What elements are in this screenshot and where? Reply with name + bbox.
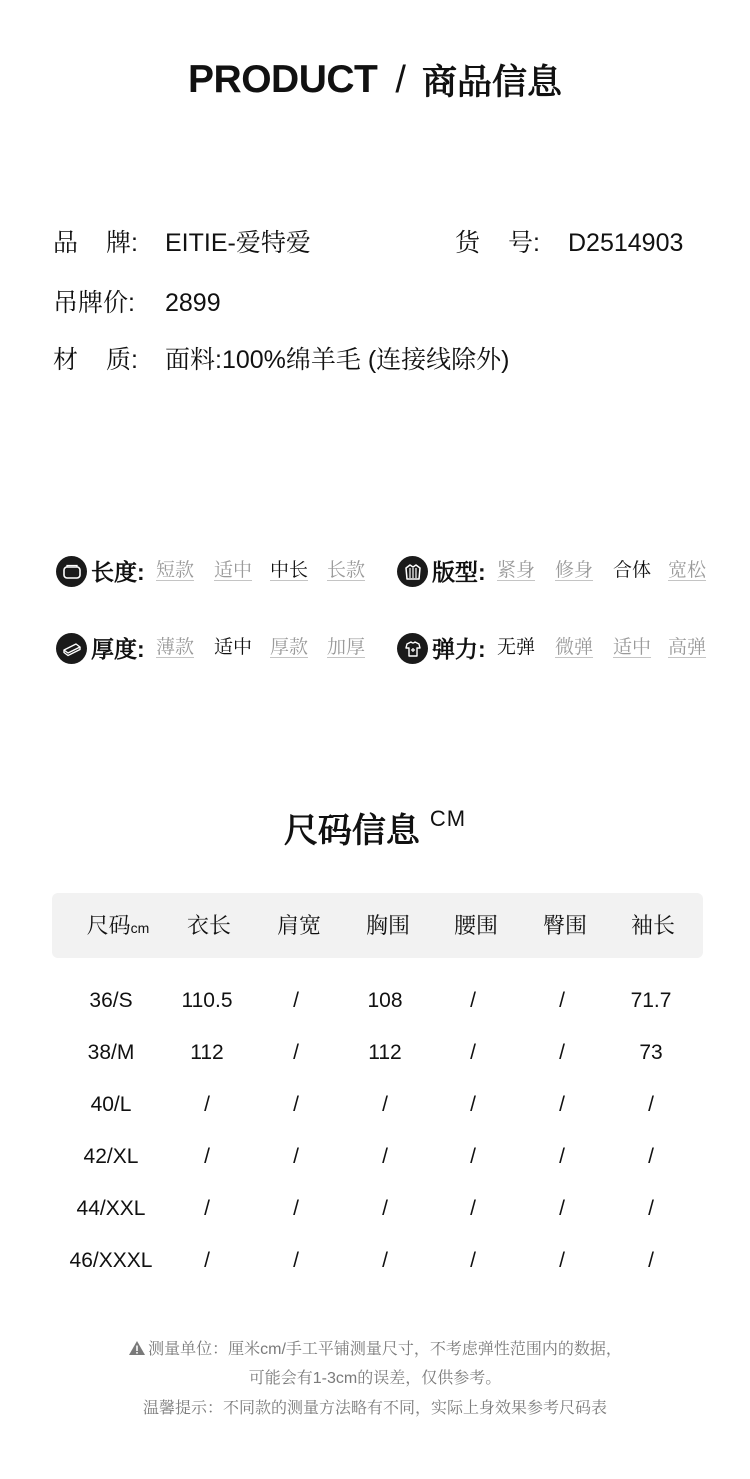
size-cell: / — [559, 1145, 565, 1168]
size-cell: / — [559, 1041, 565, 1064]
attr-elasticity — [397, 632, 717, 666]
attr-thickness-title: 厚度: — [91, 636, 145, 662]
size-cell: / — [470, 989, 476, 1012]
price-value: 2899 — [165, 289, 221, 317]
size-cell: / — [470, 1197, 476, 1220]
size-cell: 108 — [367, 989, 403, 1012]
size-cell: / — [559, 1093, 565, 1116]
attr-fit-title: 版型: — [432, 559, 486, 585]
size-cell: / — [382, 1145, 388, 1168]
material-label: 材 质: — [53, 346, 138, 374]
size-cell: / — [293, 989, 299, 1012]
attr-fit — [397, 555, 717, 589]
size-header-shoulder: 肩宽 — [276, 913, 322, 938]
fit-option-tight: 紧身 — [497, 560, 536, 581]
size-cell: / — [293, 1041, 299, 1064]
size-cell: / — [648, 1093, 654, 1116]
shirt-stretch-icon — [397, 633, 428, 664]
page-header — [0, 55, 750, 115]
material-value: 面料:100%绵羊毛 (连接线除外) — [165, 346, 510, 374]
size-header-waist: 腰围 — [453, 913, 499, 938]
size-header-sleeve: 袖长 — [630, 913, 676, 938]
elasticity-option-slight: 微弹 — [555, 637, 594, 658]
thickness-option-medium: 适中 — [214, 637, 253, 658]
size-header-chest: 胸围 — [365, 913, 411, 938]
body-fit-icon — [397, 556, 428, 587]
fit-option-loose: 宽松 — [668, 560, 707, 581]
price-label: 吊牌价: — [53, 289, 135, 317]
note-line-2: 可能会有1-3cm的误差，仅供参考。 — [248, 1370, 502, 1387]
header-separator: / — [395, 58, 406, 101]
size-row-label: 46/XXXL — [69, 1249, 153, 1272]
header-title-en: PRODUCT — [188, 58, 378, 101]
warning-icon — [128, 1340, 146, 1361]
fabric-layers-icon — [56, 633, 87, 664]
size-cell: / — [382, 1093, 388, 1116]
length-option-long: 长款 — [327, 560, 366, 581]
size-cell: 73 — [639, 1041, 663, 1064]
size-cell: 110.5 — [181, 989, 233, 1012]
size-title-unit: CM — [429, 805, 467, 831]
size-cell: / — [293, 1145, 299, 1168]
size-cell: / — [293, 1197, 299, 1220]
size-cell: / — [470, 1249, 476, 1272]
size-row-label: 38/M — [87, 1041, 135, 1064]
size-section-title — [0, 803, 750, 852]
size-cell: / — [382, 1249, 388, 1272]
item-number-label: 货 号: — [455, 229, 540, 257]
thickness-option-thin: 薄款 — [156, 637, 195, 658]
size-cell: / — [470, 1041, 476, 1064]
length-option-short: 短款 — [156, 560, 195, 581]
attr-length — [56, 555, 376, 589]
size-row-label: 44/XXL — [76, 1197, 146, 1220]
attr-elasticity-title: 弹力: — [432, 636, 486, 662]
note-line-1: 测量单位：厘米cm/手工平铺测量尺寸，不考虑弹性范围内的数据， — [0, 1336, 750, 1361]
size-cell: / — [382, 1197, 388, 1220]
length-option-midlong: 中长 — [270, 560, 309, 581]
brand-value: EITIE-爱特爱 — [165, 229, 311, 257]
size-cell: / — [559, 1197, 565, 1220]
note-line-3: 温馨提示：不同款的测量方法略有不同，实际上身效果参考尺码表 — [142, 1400, 607, 1417]
size-cell: / — [204, 1249, 210, 1272]
thickness-option-extra-thick: 加厚 — [327, 637, 366, 658]
size-row-label: 40/L — [90, 1093, 132, 1116]
attr-length-title: 长度: — [91, 559, 145, 585]
elasticity-option-none: 无弹 — [497, 637, 536, 658]
header-title-cn: 商品信息 — [421, 63, 562, 102]
size-cell: 112 — [368, 1041, 402, 1064]
elasticity-option-medium: 适中 — [613, 637, 652, 658]
thickness-option-thick: 厚款 — [270, 637, 309, 658]
fit-option-regular: 合体 — [613, 560, 652, 581]
size-cell: / — [470, 1093, 476, 1116]
size-header-hip: 臀围 — [542, 913, 588, 938]
size-cell: / — [648, 1145, 654, 1168]
size-cell: / — [648, 1249, 654, 1272]
size-cell: / — [470, 1145, 476, 1168]
size-cell: 112 — [190, 1041, 224, 1064]
size-row-label: 42/XL — [83, 1145, 139, 1168]
size-cell: / — [648, 1197, 654, 1220]
item-number-value: D2514903 — [568, 229, 684, 257]
size-cell: / — [293, 1249, 299, 1272]
brand-label: 品 牌: — [53, 229, 138, 257]
size-cell: / — [204, 1197, 210, 1220]
size-header-size: 尺码cm — [86, 913, 150, 938]
size-cell: 71.7 — [630, 989, 672, 1012]
size-cell: / — [204, 1093, 210, 1116]
size-row-label: 36/S — [89, 989, 133, 1012]
size-cell: / — [204, 1145, 210, 1168]
attr-thickness — [56, 632, 376, 666]
size-title-text: 尺码信息 — [283, 812, 420, 850]
size-cell: / — [559, 989, 565, 1012]
size-header-length: 衣长 — [186, 913, 232, 938]
elasticity-option-high: 高弹 — [668, 637, 707, 658]
size-cell: / — [559, 1249, 565, 1272]
jacket-length-icon — [56, 556, 87, 587]
fit-option-slim: 修身 — [555, 560, 594, 581]
size-cell: / — [293, 1093, 299, 1116]
length-option-medium: 适中 — [214, 560, 253, 581]
